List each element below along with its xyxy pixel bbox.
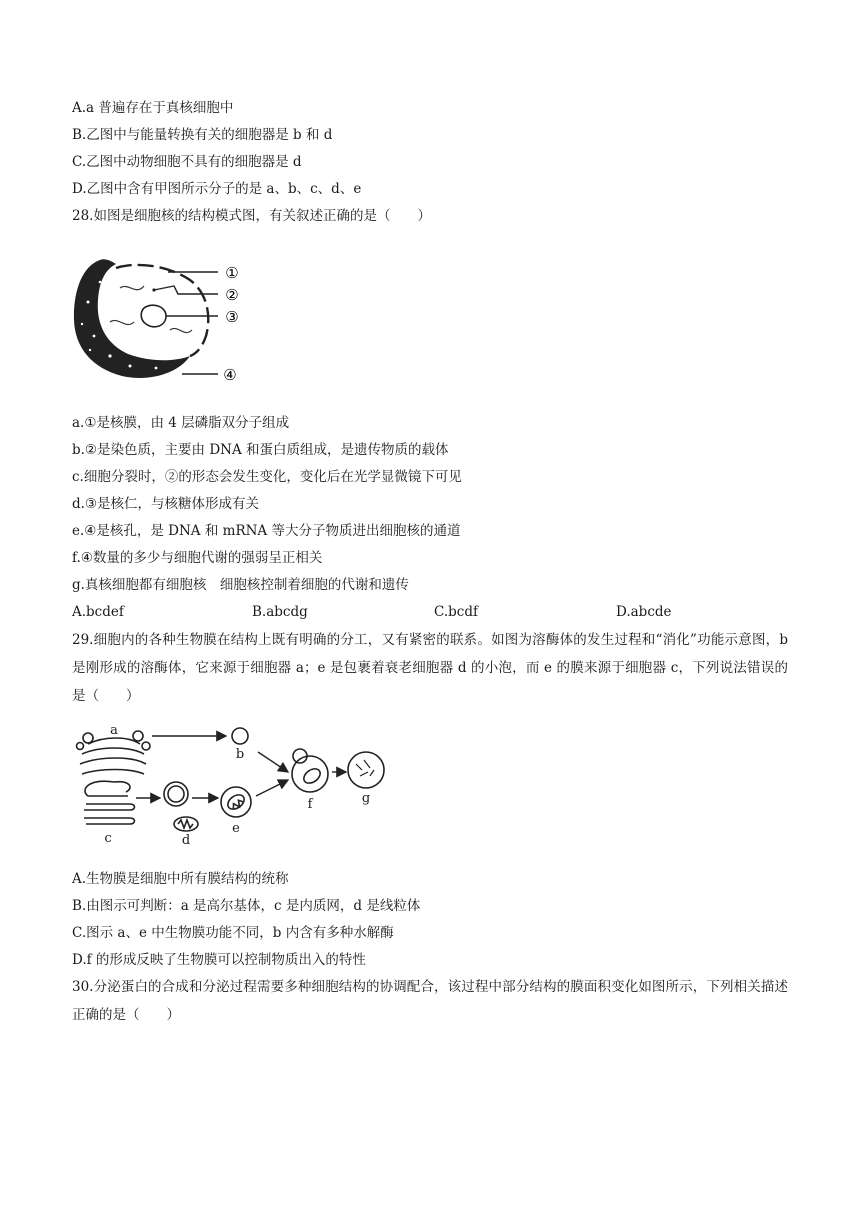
q28-choice-d: D.abcde <box>616 604 672 620</box>
q28-statement-b: b.②是染色质，主要由 DNA 和蛋白质组成，是遗传物质的载体 <box>72 442 449 458</box>
lysosome-label-f: f <box>307 797 313 812</box>
lysosome-label-b: b <box>235 747 245 762</box>
lysosome-label-g: g <box>361 791 371 806</box>
q27-option-a: A.a 普遍存在于真核细胞中 <box>72 100 234 116</box>
q29-stem: 29.细胞内的各种生物膜在结构上既有明确的分工，又有紧密的联系。如图为溶酶体的发生过程和“消化”功能示意图，b 是刚形成的溶酶体，它来源于细胞器 a；e 是包裹着衰老细胞器 d 的小泡，而 e 的膜来源于细胞器 c，下列说法错误的是（ ） <box>72 632 788 704</box>
q28-choice-c: C.bcdf <box>434 604 478 620</box>
q28-statement-c: c.细胞分裂时，②的形态会发生变化，变化后在光学显微镜下可见 <box>72 469 462 485</box>
q28-statement-f: f.④数量的多少与细胞代谢的强弱呈正相关 <box>72 550 323 566</box>
nucleus-label-3: ③ <box>225 308 239 326</box>
nucleus-label-2: ② <box>225 286 239 304</box>
q27-option-b: B.乙图中与能量转换有关的细胞器是 b 和 d <box>72 127 333 143</box>
lysosome-label-e: e <box>232 821 240 836</box>
lysosome-label-d: d <box>181 833 191 846</box>
q29-option-c: C.图示 a、e 中生物膜功能不同，b 内含有多种水解酶 <box>72 925 394 941</box>
lysosome-label-c: c <box>104 831 112 846</box>
q28-choice-a: A.bcdef <box>72 604 124 620</box>
q30-stem: 30.分泌蛋白的合成和分泌过程需要多种细胞结构的协调配合，该过程中部分结构的膜面积变化如图所示，下列相关描述正确的是（ ） <box>72 979 788 1023</box>
q28-stem: 28.如图是细胞核的结构模式图，有关叙述正确的是（ ） <box>72 208 431 224</box>
lysosome-process-figure <box>74 722 390 846</box>
q28-statement-g: g.真核细胞都有细胞核 细胞核控制着细胞的代谢和遗传 <box>72 577 409 593</box>
q28-choices <box>72 604 788 622</box>
q28-choice-b: B.abcdg <box>252 604 308 620</box>
q28-statement-a: a.①是核膜，由 4 层磷脂双分子组成 <box>72 415 290 431</box>
q27-option-d: D.乙图中含有甲图所示分子的是 a、b、c、d、e <box>72 181 362 197</box>
nucleus-label-1: ① <box>225 264 239 282</box>
q27-option-c: C.乙图中动物细胞不具有的细胞器是 d <box>72 154 302 170</box>
lysosome-label-a: a <box>110 723 118 738</box>
q28-statement-d: d.③是核仁，与核糖体形成有关 <box>72 496 260 512</box>
q29-option-d: D.f 的形成反映了生物膜可以控制物质出入的特性 <box>72 952 366 968</box>
q29-option-a: A.生物膜是细胞中所有膜结构的统称 <box>72 871 289 887</box>
nucleus-label-4: ④ <box>223 366 237 384</box>
nucleus-structure-figure <box>70 252 250 390</box>
q28-statement-e: e.④是核孔，是 DNA 和 mRNA 等大分子物质进出细胞核的通道 <box>72 523 461 539</box>
q29-option-b: B.由图示可判断：a 是高尔基体，c 是内质网，d 是线粒体 <box>72 898 421 914</box>
